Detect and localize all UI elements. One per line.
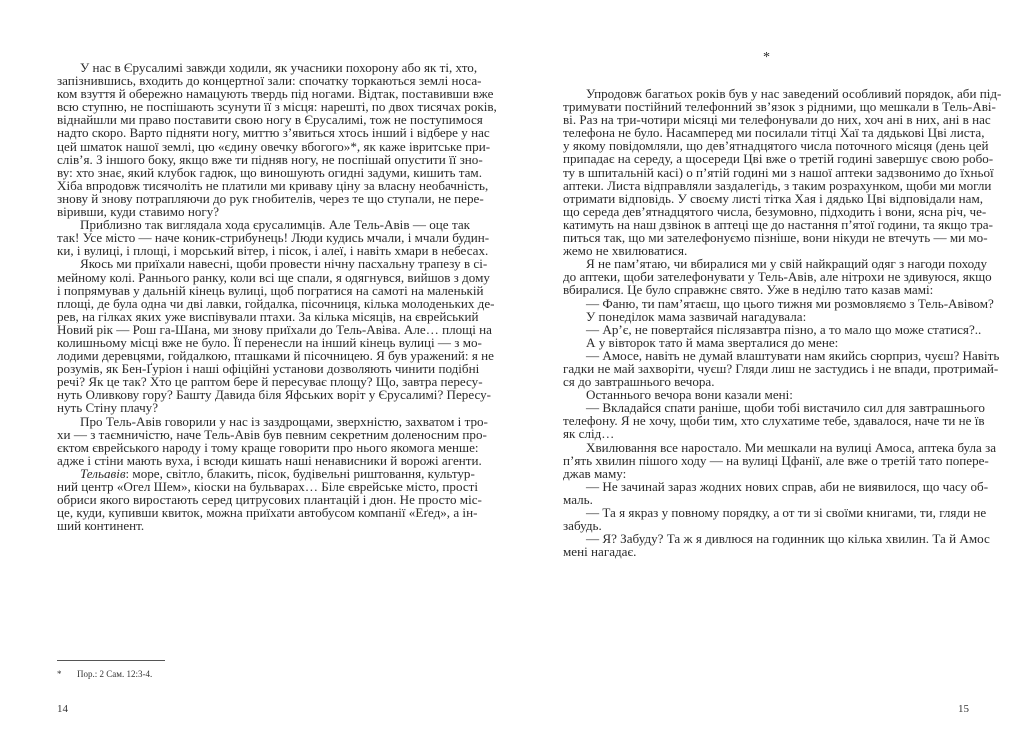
text-line: всю ступню, не поспішають зсунути її з місця: нарешті, по двох тисячах років, (57, 99, 497, 115)
text-line: віривши, куди ставимо ногу? (57, 204, 220, 220)
text-line: і попрямував у дальній кінець вулиці, щоб погратися на самоті на маленькій (57, 282, 484, 298)
text-line: нуть Оливкову гору? Башту Давида біля Яфських воріт у Єрусалимі? Пересу- (57, 387, 492, 403)
text-line: нуть Стіну плачу? (57, 400, 159, 416)
text-line: телефону. Я не хочу, щоби тим, хто слухатиме тебе, здавалося, наче ти не їв (563, 413, 985, 429)
text-line: рев, на гілках яких уже виспівували птахи. За кілька місяців, на єврейський (57, 308, 479, 324)
text-line: Приблизно так виглядала хода єрусалимців. Але Тель-Авів — оце так (80, 217, 470, 233)
text-line: джав маму: (563, 465, 627, 481)
text-line: ший континент. (57, 518, 145, 534)
text-line: хи — з таємничістю, наче Тель-Авів був певним секретним доленосним про- (57, 426, 487, 442)
paragraph (563, 86, 1002, 259)
text-line: до аптеки, щоби зателефонувати у Тель-Авів, але нітрохи не здивуюся, якщо (563, 269, 992, 285)
text-line: так! Усе місто — наче коник-стрибунець! Люди кудись мчали, і мчали будин- (57, 230, 490, 246)
text-line: цей шматок нашої землі, цю «єдину овечку вбогого»*, як каже івритське при- (57, 138, 491, 154)
text-line: ву: хто знає, який клубок гадюк, що виношують огидні задуми, кишить там. (57, 164, 482, 180)
text-line: ний центр «Огел Шем», кіоски на бульварах… Біле єврейське місто, прості (57, 479, 479, 494)
text-line: ся до завтрашнього вечора. (563, 374, 715, 390)
paragraph (57, 256, 495, 416)
page-number-right: 15 (958, 703, 969, 715)
text-line: знову й знову потрапляючи до рук гнобителів, через те що ступали, не пере- (57, 190, 484, 206)
text-line: — Не зачинай зараз жодних нових справ, аби не виявилося, що часу об- (586, 478, 989, 494)
section-mark: * (763, 50, 770, 65)
text-line: Якось ми приїхали навесні, щоби провести нічну пасхальну трапезу в сі- (80, 256, 488, 272)
text-line: жемо не хвилюватися. (563, 243, 688, 259)
text-line: надто скоро. Варто підняти ногу, миттю з’явиться хтось інший і відбере у нас (57, 125, 490, 141)
text-line (57, 465, 475, 481)
page-number-left: 14 (57, 703, 68, 715)
text-line: А у вівторок тато й мама зверталися до мене: (586, 334, 839, 350)
text-line: телефона не було. Насамперед ми посилали тітці Хаї та дядькові Цві листа, (563, 125, 985, 141)
text-line: припадає на середу, а щосереди Цві вже о третій годині завершує свою робо- (563, 151, 994, 167)
text-line: Я не пам’ятаю, чи вбиралися ми у свій найкращий одяг з нагоди походу (586, 256, 988, 272)
footnote (57, 669, 152, 679)
paragraph (563, 505, 987, 534)
text-line: питься так, що ми зателефонуємо пізніше, вони нікуди не втечуть — ми мо- (563, 230, 988, 246)
text-line: п’ять хвилин пішого ходу — на вулиці Цфанії, але вже о третій тато попере- (563, 452, 989, 468)
text-line: ки, і вулиці, і площі, і морський вітер, і пісок, і алеї, і навіть хмари в небесах. (57, 243, 489, 259)
text-line: Хвилювання все наростало. Ми мешкали на вулиці Амоса, аптека була за (586, 439, 997, 455)
paragraph (563, 387, 968, 403)
text-line: віднайшли ми право поставити свою ногу в Єрусалимі, тож не поступимося (57, 112, 483, 128)
text-line: у якому повідомляли, що дев’ятнадцятого числа поточного місяця (день цей (563, 138, 989, 154)
line-text: : море, світло, блакить, пісок, будівельні риштовання, культур- (125, 465, 475, 481)
paragraph (57, 465, 482, 534)
footnote-divider (57, 660, 165, 661)
text-line: обриси якого виростають серед цитрусових плантацій і дюн. Не просто міс- (57, 492, 482, 508)
text-line: мейному колі. Раннього ранку, коли всі ще спали, я одягнувся, вийшов з дому (57, 269, 490, 285)
text-line: Новий рік — Рош га-Шана, ми знову приїхали до Тель-Авіва. Але… площі на (57, 321, 492, 337)
text-line: Упродовж багатьох років був у нас заведений особливий порядок, аби під- (586, 86, 1002, 101)
text-line: тримувати постійний телефонний зв’язок з рідними, що мешкали в Тель-Аві- (563, 99, 996, 115)
text-line: Останнього вечора вони казали мені: (586, 387, 793, 403)
text-line: колишньому місці вже не було. Її перенесли на інший кінець вулиці — з мо- (57, 334, 482, 350)
paragraph (57, 217, 490, 259)
text-line: — Амосе, навіть не думай влаштувати нам якийсь сюрприз, чуєш? Навіть (586, 347, 1000, 363)
text-line: аптеки. Листа відправляли заздалегідь, з таким розрахунком, щоби ми могли (563, 177, 992, 193)
footnote-mark: * (57, 669, 62, 679)
text-line: гадки не май захворіти, чуєш? Гляди лиш не застудись і не впади, протримай- (563, 360, 999, 376)
footnote-text: Пор.: 2 Сам. 12:3-4. (77, 669, 153, 679)
text-line: вбиралися. Це було справжнє свято. Уже в неділю тато казав мамі: (563, 282, 934, 298)
text-line: катимуть на наш дзвінок в аптеці ще до настання п’ятої години, та якщо тра- (563, 216, 993, 232)
paragraph (563, 256, 992, 298)
text-line: єктом єврейського народу і тому краще говорити про нього якомога менше: (57, 439, 479, 455)
text-line: — Я? Забуду? Та ж я дивлюся на годинник що кілька хвилин. Та й Амос (586, 531, 990, 547)
italic-term: Тельавів (80, 465, 126, 481)
text-line: У нас в Єрусалимі завжди ходили, як учасники похорону або як ті, хто, (80, 60, 478, 75)
text-line: — Ар’є, не повертайся післязавтра пізно, а то мало що може статися?.. (586, 321, 982, 337)
text-line: Про Тель-Авів говорили у нас із заздрощами, зверхністю, захватом і тро- (80, 413, 488, 429)
text-line: розумів, як Бен-Ґуріон і наші офіційні установи дозволяють чинити подібні (57, 361, 480, 377)
paragraph (57, 413, 488, 468)
text-line: площі, де була одна чи дві лавки, гойдалка, пісочниця, кілька молоденьких де- (57, 295, 495, 311)
text-line: ві. Раз на три-чотири місяці ми телефонували до них, хоч ані в них, ані в нас (563, 112, 991, 128)
text-line: Хіба впродовж тисячоліть не платили ми криваву ціну за власну необачність, (57, 177, 489, 193)
right-page-body (563, 86, 1002, 560)
text-line: — Вкладайся спати раніше, щоби тобі вистачило сил для завтрашнього (586, 400, 985, 416)
text-line: отримати відповідь. У своєму листі тітка Хая і дядько Цві відповідали нам, (563, 190, 984, 206)
text-line: ком взуття й обережно намацують твердь під ногами. Відтак, поставивши вже (57, 86, 494, 102)
paragraph (563, 439, 997, 481)
text-line: ту в шпитальній касі) о п’ятій годині ми з нашої аптеки задзвонимо до їхньої (563, 164, 994, 180)
text-line: як слід… (563, 426, 615, 442)
paragraph (563, 295, 994, 311)
text-line: маль. (563, 491, 593, 507)
text-line: забудь. (563, 518, 602, 534)
paragraph (563, 531, 990, 560)
paragraph (57, 60, 497, 220)
text-line: — Та я якраз у повному порядку, а от ти зі своїми книгами, ти, гляди не (586, 505, 987, 520)
text-line: — Фаню, ти пам’ятаєш, що цього тижня ми розмовляємо з Тель-Авівом? (586, 295, 994, 311)
text-line: це, куди, купивши квиток, можна приїхати автобусом компанії «Еґед», а ін- (57, 505, 478, 521)
left-page-body (57, 60, 497, 534)
paragraph (563, 478, 989, 507)
text-line: запізнившись, входить до концертної зали: спочатку торкаються землі носа- (57, 73, 482, 89)
text-line: лодими деревцями, гойдалкою, пташками й пісочницею. Я був уражений: я не (57, 348, 494, 364)
text-line: адже і стіни мають вуха, і всюди кишать наші ненависники й ворожі агенти. (57, 452, 482, 468)
text-line: що середа дев’ятнадцятого числа, безумовно, підходить і вони, ясна річ, че- (563, 203, 987, 219)
text-line: слів’я. З іншого боку, якщо вже ти підняв ногу, не поспішай опустити її зно- (57, 151, 483, 167)
text-line: мені нагадає. (563, 544, 637, 560)
paragraph (563, 400, 985, 442)
text-line: У понеділок мама зазвичай нагадувала: (586, 308, 807, 324)
paragraph (563, 347, 1000, 390)
text-line: речі? Як це так? Хто це раптом бере й пересуває площу? Що, завтра пересу- (57, 374, 483, 390)
paragraph (563, 321, 982, 337)
